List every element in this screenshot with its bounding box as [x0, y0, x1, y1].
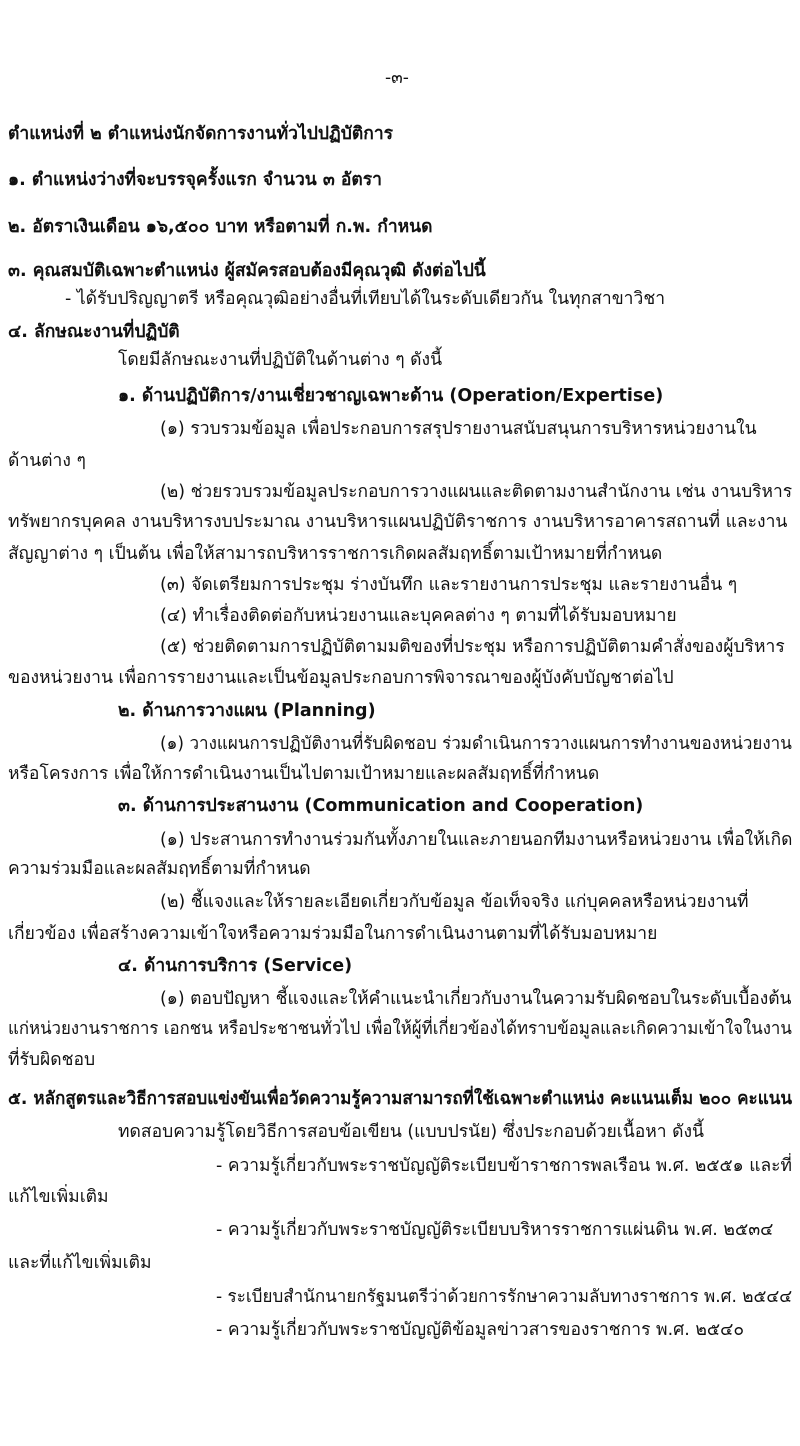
service-item-1-line-3: ที่รับผิดชอบ [8, 1050, 96, 1070]
section-3-item: - ได้รับปริญญาตรี หรือคุณวุฒิอย่างอื่นที่เทียบได้ในระดับเดียวกัน ในทุกสาขาวิชา [65, 289, 666, 309]
operation-item-5-line-2: ของหน่วยงาน เพื่อการรายงานและเป็นข้อมูลประกอบการพิจารณาของผู้บังคับบัญชาต่อไป [8, 668, 674, 688]
communication-item-2-line-2: เกี่ยวข้อง เพื่อสร้างความเข้าใจหรือความร่วมมือในการดำเนินงานตามที่ได้รับมอบหมาย [8, 924, 658, 944]
service-heading: ๔. ด้านการบริการ (Service) [118, 956, 353, 976]
planning-item-1-line-1: (๑) วางแผนการปฏิบัติงานที่รับผิดชอบ ร่วมดำเนินการวางแผนการทำงานของหน่วยงาน [160, 734, 792, 754]
section-2-salary: ๒. อัตราเงินเดือน ๑๖,๕๐๐ บาท หรือตามที่ ก.พ. กำหนด [8, 217, 433, 237]
operation-item-5-line-1: (๕) ช่วยติดตามการปฏิบัติตามมติของที่ประชุม หรือการปฏิบัติตามคำสั่งของผู้บริหาร [160, 637, 785, 657]
section-3-heading: ๓. คุณสมบัติเฉพาะตำแหน่ง ผู้สมัครสอบต้องมีคุณวุฒิ ดังต่อไปนี้ [8, 261, 486, 281]
planning-item-1-line-2: หรือโครงการ เพื่อให้การดำเนินงานเป็นไปตามเป้าหมายและผลสัมฤทธิ์ที่กำหนด [8, 764, 600, 784]
planning-heading: ๒. ด้านการวางแผน (Planning) [118, 701, 376, 721]
position-title: ตำแหน่งที่ ๒ ตำแหน่งนักจัดการงานทั่วไปปฏิบัติการ [8, 124, 394, 144]
section-4-heading: ๔. ลักษณะงานที่ปฏิบัติ [8, 322, 180, 342]
operation-item-2-line-1: (๒) ช่วยรวบรวมข้อมูลประกอบการวางแผนและติดตามงานสำนักงาน เช่น งานบริหาร [160, 482, 793, 502]
communication-item-1-line-1: (๑) ประสานการทำงานร่วมกันทั้งภายในและภายนอกทีมงานหรือหน่วยงาน เพื่อให้เกิด [160, 830, 793, 850]
service-item-1-line-1: (๑) ตอบปัญหา ชี้แจงและให้คำแนะนำเกี่ยวกับงานในความรับผิดชอบในระดับเบื้องต้น [160, 989, 792, 1009]
operation-item-2-line-2: ทรัพยากรบุคคล งานบริหารงบประมาณ งานบริหารแผนปฏิบัติราชการ งานบริหารอาคารสถานที่ และงาน [8, 512, 788, 532]
section-5-heading: ๕. หลักสูตรและวิธีการสอบแข่งขันเพื่อวัดความรู้ความสามารถที่ใช้เฉพาะตำแหน่ง คะแนนเต็ม ๒๐๐ คะแนน [8, 1089, 793, 1109]
exam-topic-2-line-1: - ความรู้เกี่ยวกับพระราชบัญญัติระเบียบบริหารราชการแผ่นดิน พ.ศ. ๒๕๓๔ [216, 1220, 774, 1240]
communication-heading: ๓. ด้านการประสานงาน (Communication and Cooperation) [118, 796, 644, 816]
communication-item-2-line-1: (๒) ชี้แจงและให้รายละเอียดเกี่ยวกับข้อมูล ข้อเท็จจริง แก่บุคคลหรือหน่วยงานที่ [160, 892, 749, 912]
section-1-vacancies: ๑. ตำแหน่งว่างที่จะบรรจุครั้งแรก จำนวน ๓ อัตรา [8, 170, 383, 190]
operation-item-1-line-1: (๑) รวบรวมข้อมูล เพื่อประกอบการสรุปรายงานสนับสนุนการบริหารหน่วยงานใน [160, 419, 757, 439]
section-4-intro: โดยมีลักษณะงานที่ปฏิบัติในด้านต่าง ๆ ดังนี้ [118, 350, 443, 370]
exam-topic-2-line-2: และที่แก้ไขเพิ่มเติม [8, 1253, 152, 1273]
exam-topic-4: - ความรู้เกี่ยวกับพระราชบัญญัติข้อมูลข่าวสารของราชการ พ.ศ. ๒๕๔๐ [216, 1320, 745, 1340]
operation-item-2-line-3: สัญญาต่าง ๆ เป็นต้น เพื่อให้สามารถบริหารราชการเกิดผลสัมฤทธิ์ตามเป้าหมายที่กำหนด [8, 544, 663, 564]
exam-topic-1-line-1: - ความรู้เกี่ยวกับพระราชบัญญัติระเบียบข้าราชการพลเรือน พ.ศ. ๒๕๕๑ และที่ [216, 1156, 792, 1176]
exam-topic-3: - ระเบียบสำนักนายกรัฐมนตรีว่าด้วยการรักษาความลับทางราชการ พ.ศ. ๒๕๔๔ [216, 1287, 793, 1307]
operation-item-4: (๔) ทำเรื่องติดต่อกับหน่วยงานและบุคคลต่าง ๆ ตามที่ได้รับมอบหมาย [160, 606, 677, 626]
service-item-1-line-2: แก่หน่วยงานราชการ เอกชน หรือประชาชนทั่วไป เพื่อให้ผู้ที่เกี่ยวข้องได้ทราบข้อมูลและเกิดความเข้าใจในงาน [8, 1019, 792, 1039]
page-number: -๓- [385, 68, 409, 88]
section-5-intro: ทดสอบความรู้โดยวิธีการสอบข้อเขียน (แบบปรนัย) ซึ่งประกอบด้วยเนื้อหา ดังนี้ [118, 1122, 705, 1142]
operation-item-3: (๓) จัดเตรียมการประชุม ร่างบันทึก และรายงานการประชุม และรายงานอื่น ๆ [160, 575, 738, 595]
communication-item-1-line-2: ความร่วมมือและผลสัมฤทธิ์ตามที่กำหนด [8, 859, 311, 879]
exam-topic-1-line-2: แก้ไขเพิ่มเติม [8, 1187, 109, 1207]
operation-item-1-line-2: ด้านต่าง ๆ [8, 451, 86, 471]
operation-heading: ๑. ด้านปฏิบัติการ/งานเชี่ยวชาญเฉพาะด้าน (Operation/Expertise) [118, 386, 664, 406]
